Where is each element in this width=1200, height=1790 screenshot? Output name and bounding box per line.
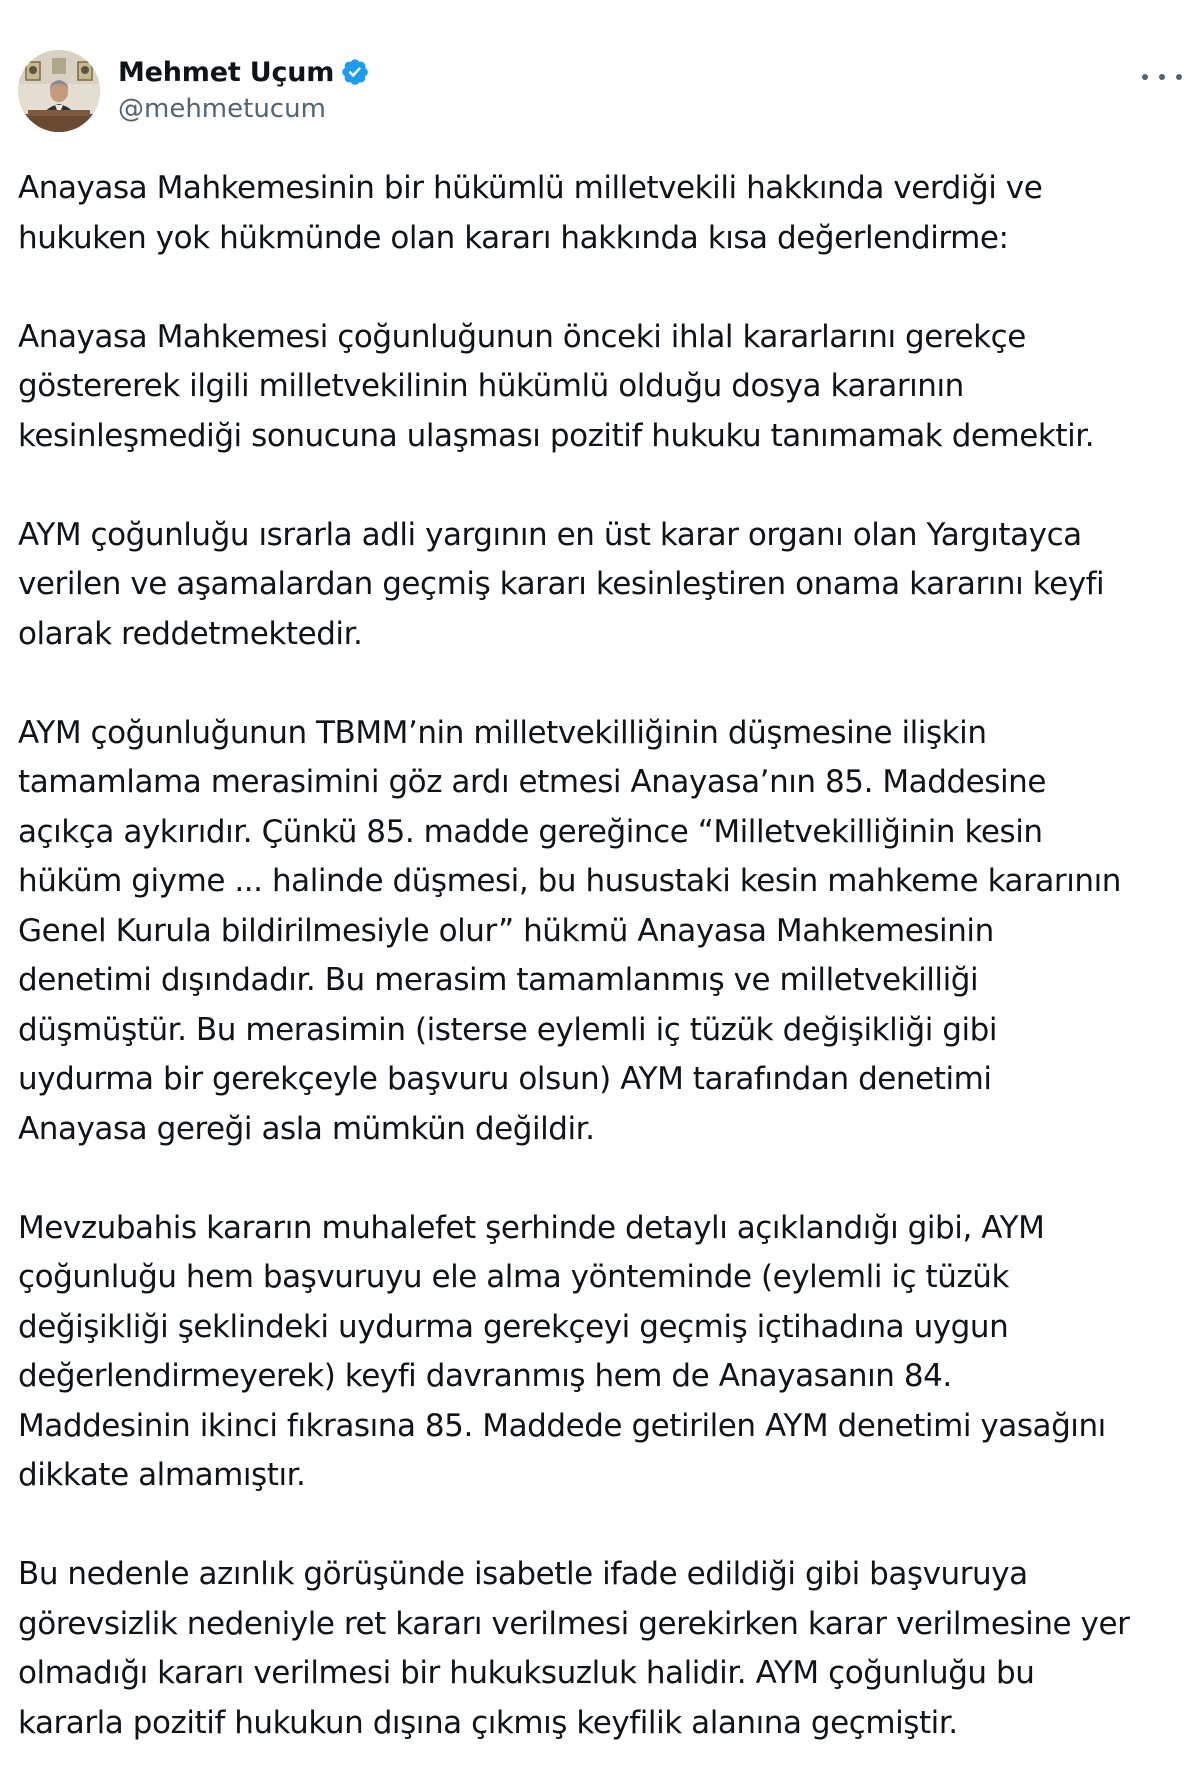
tweet-paragraph: AYM çoğunluğunun TBMM’nin milletvekilliğinin düşmesine ilişkin tamamlama merasimini göz ardı etmesi Anayasa’nın 85. Maddesine açıkça aykırıdır. Çünkü 85. madde gereğince “Milletvekilliğinin kesin hüküm giyme ... halinde düşmesi, bu husustaki kesin mahkeme kararının Genel Kurula bildirilmesiyle olur” hükmü Anayasa Mahkemesinin denetimi dışındadır. Bu merasim tamamlanmış ve milletvekilliği düşmüştür. Bu merasimin (isterse eylemli iç tüzük değişikliği gibi uydurma bir gerekçeyle başvuru olsun) AYM tarafından denetimi Anayasa gereği asla mümkün değildir. bbox=[18, 714, 1121, 1147]
tweet-paragraph: Mevzubahis kararın muhalefet şerhinde detaylı açıklandığı gibi, AYM çoğunluğu hem başvuruyu ele alma yönteminde (eylemli iç tüzük değişikliği şeklindeki uydurma gerekçeyi geçmiş içtihadına uygun değerlendirmeyerek) keyfi davranmış hem de Anayasanın 84. Maddesinin ikinci fıkrasına 85. Maddede getirilen AYM denetimi yasağını dikkate almamıştır. bbox=[18, 1209, 1106, 1493]
avatar-image bbox=[18, 50, 100, 132]
tweet-paragraph: Anayasa Mahkemesinin bir hükümlü milletvekili hakkında verdiği ve hukuken yok hükmünde olan kararı hakkında kısa değerlendirme: bbox=[18, 170, 1043, 256]
tweet-header bbox=[18, 50, 1182, 136]
author-name-row[interactable] bbox=[118, 54, 370, 90]
author-info bbox=[118, 54, 370, 124]
verified-badge-icon[interactable] bbox=[340, 57, 370, 87]
author-handle[interactable]: @mehmetucum bbox=[118, 94, 326, 124]
tweet-paragraph: Bu nedenle azınlık görüşünde isabetle ifade edildiği gibi başvuruya görevsizlik nedeniyle ret kararı verilmesi gerekirken karar verilmesine yer olmadığı kararı verilmesi bir hukuksuzluk halidir. AYM çoğunluğu bu kararla pozitif hukukun dışına çıkmış keyfilik alanına geçmiştir. bbox=[18, 1556, 1130, 1741]
tweet-paragraph: Anayasa Mahkemesi çoğunluğunun önceki ihlal kararlarını gerekçe göstererek ilgili milletvekilinin hükümlü olduğu dosya kararının kesinleşmediği sonucuna ulaşması pozitif hukuku tanımamak demektir. bbox=[18, 318, 1095, 454]
tweet-text bbox=[18, 164, 1188, 1748]
avatar[interactable] bbox=[18, 50, 100, 132]
author-display-name[interactable]: Mehmet Uçum bbox=[118, 56, 335, 88]
more-dot bbox=[1176, 74, 1182, 80]
tweet-paragraph: AYM çoğunluğu ısrarla adli yargının en üst karar organı olan Yargıtayca verilen ve aşamalardan geçmiş kararı kesinleştiren onama kararını keyfi olarak reddetmektedir. bbox=[18, 516, 1105, 652]
more-dot bbox=[1142, 74, 1148, 80]
more-horizontal-icon[interactable] bbox=[1142, 62, 1182, 92]
more-dot bbox=[1159, 74, 1165, 80]
